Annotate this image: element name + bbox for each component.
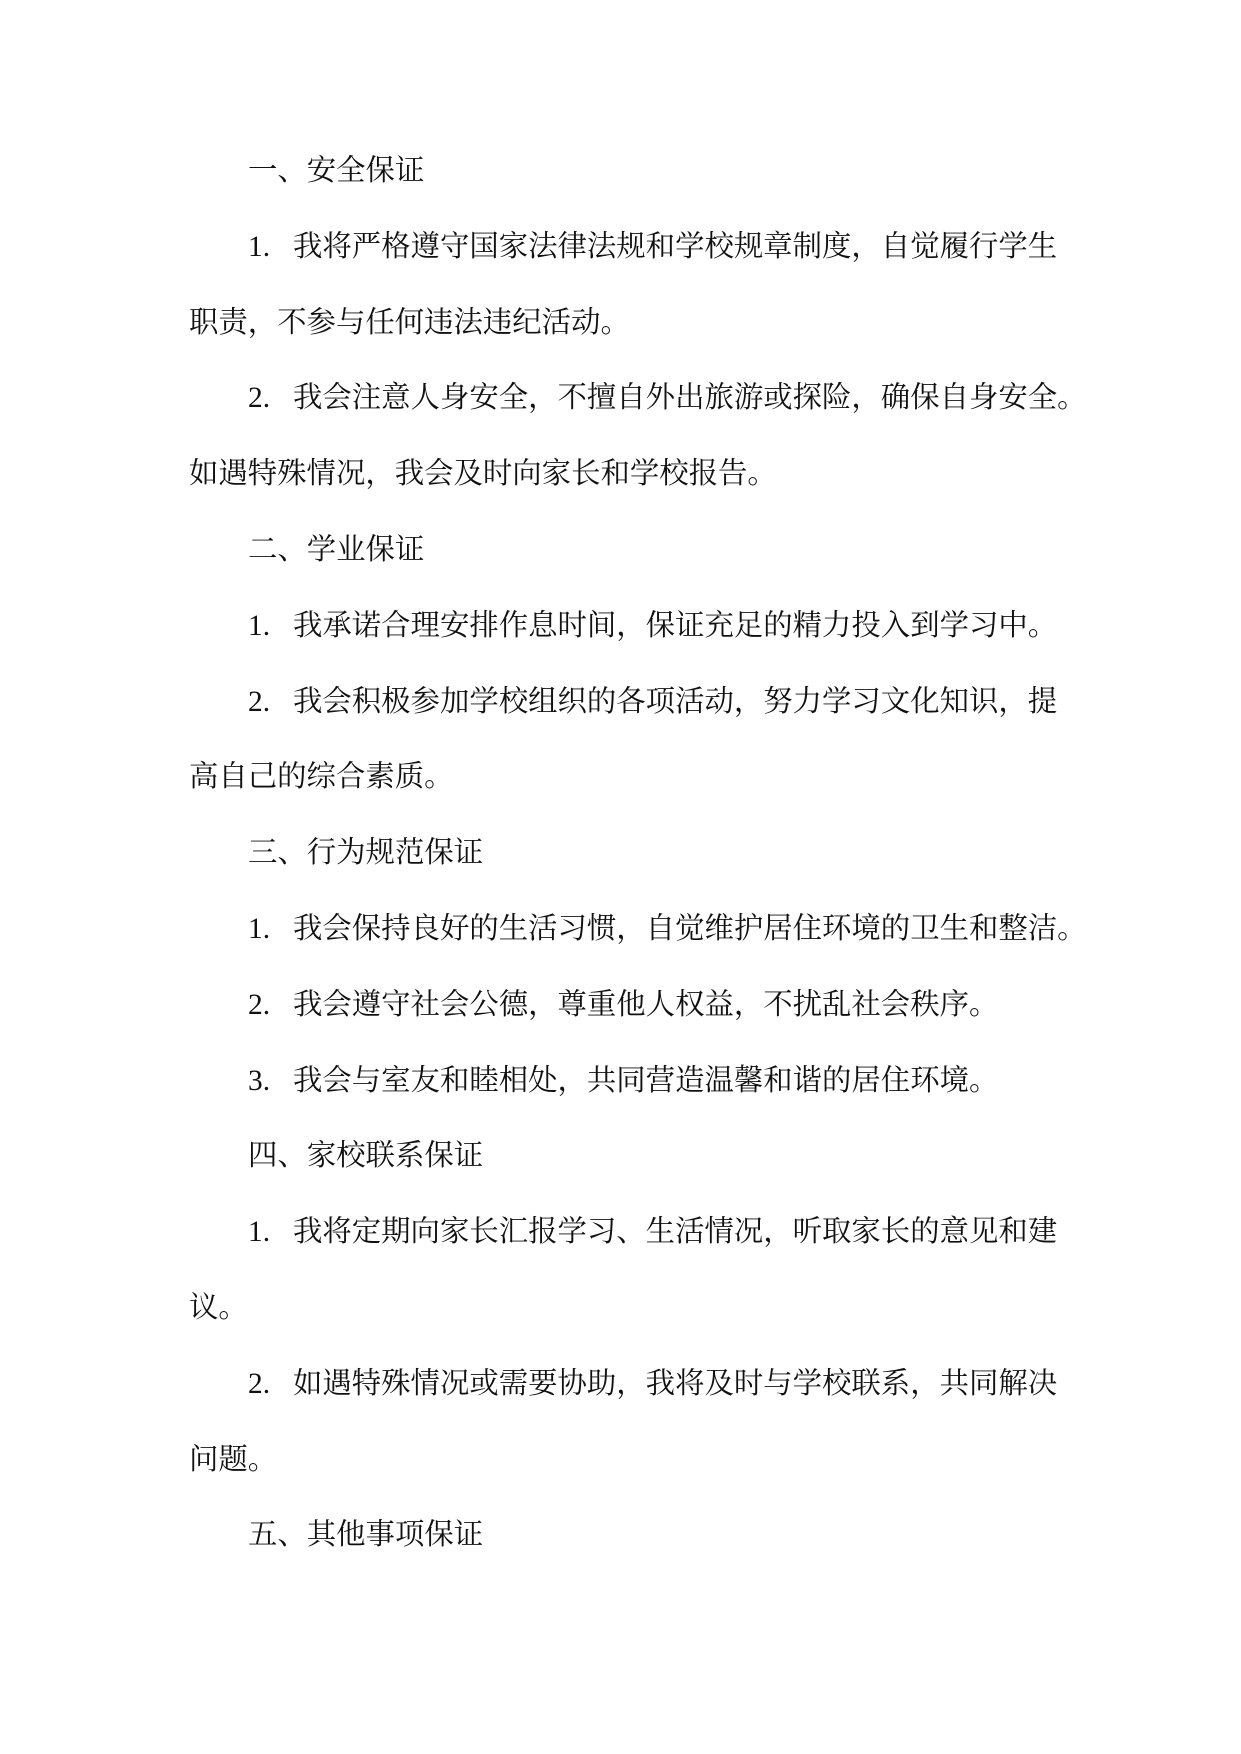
item-text: 我会保持良好的生活习惯，自觉维护居住环境的卫生和整洁。 [293,912,1087,945]
section-heading: 二、学业保证 [248,533,425,566]
list-item [189,892,1089,968]
item-number: 1. [248,912,271,945]
item-first-line [189,1347,1089,1423]
item-text-continuation: 如遇特殊情况，我会及时向家长和学校报告。 [189,458,777,491]
section-heading: 一、安全保证 [248,155,425,187]
section-heading: 三、行为规范保证 [248,837,484,870]
item-number: 1. [248,230,271,263]
item-first-line [189,665,1089,741]
item-text: 我承诺合理安排作息时间，保证充足的精力投入到学习中。 [293,609,1058,642]
section-conduct [189,816,1089,1119]
item-number: 3. [248,1064,271,1097]
list-item [189,361,1089,513]
list-item [189,968,1089,1044]
item-number: 1. [248,609,271,642]
section-heading: 四、家校联系保证 [248,1140,484,1173]
item-number: 2. [248,988,271,1021]
item-first-line [189,210,1089,286]
list-item [189,1195,1089,1347]
item-text-continuation: 高自己的综合素质。 [189,761,454,794]
section-other [189,1498,1089,1574]
list-item [189,210,1089,362]
section-study [189,513,1089,816]
document-body [189,134,1089,1574]
list-item [189,589,1089,665]
item-text-continuation: 议。 [189,1291,248,1324]
item-text: 我会与室友和睦相处，共同营造温馨和谐的居住环境。 [293,1064,999,1097]
item-text: 我会注意人身安全，不擅自外出旅游或探险，确保自身安全。 [293,382,1087,415]
section-heading: 五、其他事项保证 [248,1519,484,1552]
item-first-line [189,361,1089,437]
item-text: 我将严格遵守国家法律法规和学校规章制度，自觉履行学生 [293,230,1058,263]
item-number: 2. [248,382,271,415]
item-first-line [189,1195,1089,1271]
section-safety [189,134,1089,513]
item-first-line [189,892,1089,968]
list-item [189,1044,1089,1120]
item-text: 如遇特殊情况或需要协助，我将及时与学校联系，共同解决 [293,1367,1058,1400]
item-number: 1. [248,1216,271,1249]
section-home-school-contact [189,1119,1089,1498]
item-text: 我会遵守社会公德，尊重他人权益，不扰乱社会秩序。 [293,988,999,1021]
item-text: 我会积极参加学校组织的各项活动，努力学习文化知识，提 [293,685,1058,718]
item-text-continuation: 问题。 [189,1443,278,1476]
item-first-line [189,589,1089,665]
item-text-continuation: 职责，不参与任何违法违纪活动。 [189,306,630,339]
item-first-line [189,1044,1089,1120]
item-text: 我将定期向家长汇报学习、生活情况，听取家长的意见和建 [293,1216,1058,1249]
list-item [189,1347,1089,1499]
item-number: 2. [248,1367,271,1400]
list-item [189,665,1089,817]
item-first-line [189,968,1089,1044]
item-number: 2. [248,685,271,718]
